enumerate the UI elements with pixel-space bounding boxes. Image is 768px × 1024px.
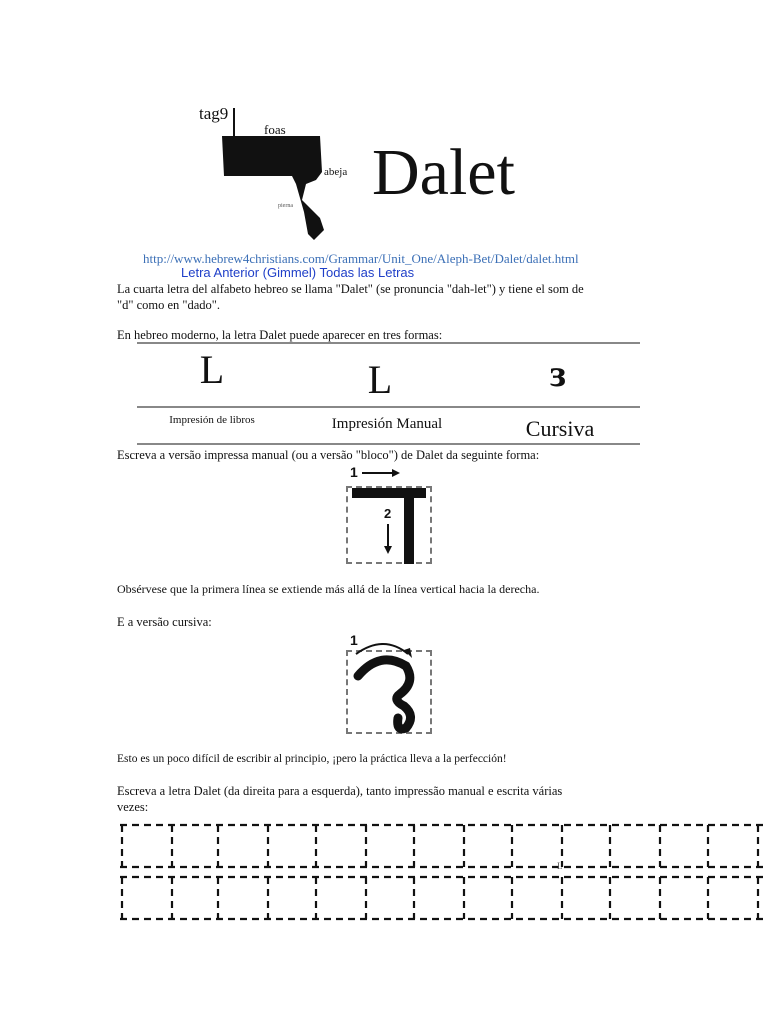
forms-intro: En hebreo moderno, la letra Dalet puede aparecer en tres formas: — [117, 328, 443, 342]
step-number: 1 — [350, 464, 358, 480]
label-bottom: pierna — [278, 203, 293, 209]
step-number: 1 — [350, 632, 358, 648]
block-stroke-diagram — [344, 464, 434, 566]
practice-instruction: Escreva a letra Dalet (da direita para a esquerda), tanto impressão manual e escrita várias vezes: — [117, 784, 563, 814]
form-label-cursive: Cursiva — [525, 416, 595, 441]
form-glyph-cursive: ɜ — [549, 353, 567, 395]
header-figure — [196, 100, 596, 250]
label-right: abeja — [324, 166, 348, 178]
practice-grid[interactable] — [120, 823, 768, 923]
block-instruction: Escreva a versão impressa manual (ou a versão "bloco") de Dalet da seguinte forma: — [117, 448, 540, 462]
form-label-manual: Impresión Manual — [331, 416, 443, 432]
source-link[interactable]: http://www.hebrew4christians.com/Grammar/Unit_One/Aleph-Bet/Dalet/dalet.html — [143, 251, 579, 266]
practice-mark: L — [557, 861, 563, 871]
intro-paragraph: La cuarta letra del alfabeto hebreo se llama "Dalet" (se pronuncia "dah-let") y tiene el som de "d" como en "dado". — [117, 282, 584, 312]
form-label-book: Impresión de libros — [169, 414, 255, 426]
table-rule-top — [137, 342, 640, 344]
cursive-stroke-diagram — [344, 632, 436, 736]
prev-letter-link[interactable]: Letra Anterior (Gimmel) — [181, 265, 317, 280]
forms-table — [137, 342, 640, 446]
dalet-cursive-strokes — [344, 632, 436, 736]
table-rule-middle — [137, 406, 640, 408]
cursive-intro: E a versão cursiva: — [117, 615, 212, 629]
form-glyph-book: L — [199, 347, 225, 392]
all-letters-link[interactable]: Todas las Letras — [319, 265, 415, 280]
label-top: foas — [264, 122, 286, 137]
label-tag: tag9 — [199, 104, 229, 123]
letter-nav — [181, 265, 414, 280]
practice-grid-lines — [120, 823, 768, 923]
step-number: 2 — [384, 506, 392, 521]
page-title: Dalet — [372, 136, 515, 209]
block-note: Obsérvese que la primera línea se extiende más allá de la línea vertical hacia la derecha. — [117, 582, 540, 596]
form-glyph-manual: L — [367, 357, 393, 402]
table-rule-bottom — [137, 443, 640, 445]
cursive-note: Esto es un poco difícil de escribir al principio, ¡pero la práctica lleva a la perfección! — [117, 753, 507, 765]
